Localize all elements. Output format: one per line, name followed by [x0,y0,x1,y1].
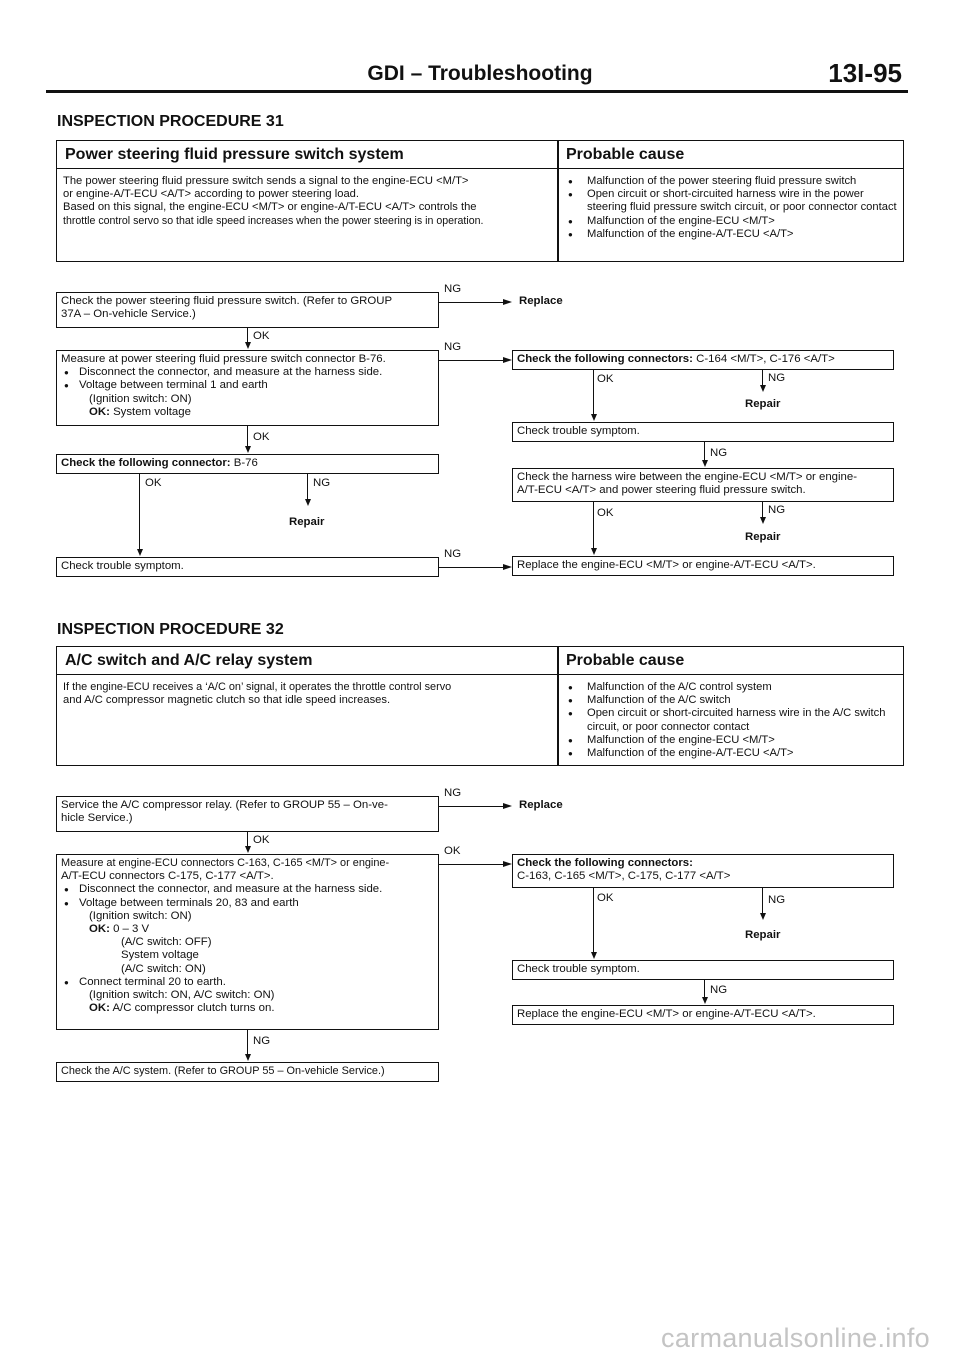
arrow-down-icon [760,913,766,920]
ok-label: OK: [89,1002,110,1015]
connector-line [704,442,705,461]
p31-r3-line: Check the harness wire between the engine-ECU <M/T> or engine- [517,471,858,483]
p32-step2-ok: OK [444,845,461,857]
p31-step3-value: B-76 [233,457,258,469]
p31-cause-item: ● Malfunction of the engine-A/T-ECU <A/T> [565,228,901,241]
p32-step1-ng: NG [444,787,462,799]
arrow-right-icon [503,803,512,809]
p31-desc-line: The power steering fluid pressure switch sends a signal to the engine-ECU <M/T> [63,175,469,187]
arrow-down-icon [591,414,597,421]
p32-desc-line: and A/C compressor magnetic clutch so that idle speed increases. [63,694,391,707]
p31-step1-box [56,292,439,328]
p31-cause-item: ● Malfunction of the engine-ECU <M/T> [565,215,901,228]
p32-r1-box [512,854,894,888]
p32-r1-ng: NG [768,894,786,906]
p31-step1-replace: Replace [519,295,563,307]
p31-r3-line: A/T-ECU <A/T> and power steering fluid pressure switch. [517,484,806,497]
p32-step2-condition: (Ignition switch: ON) [89,909,192,922]
p31-step1-line: Check the power steering fluid pressure switch. (Refer to GROUP [61,295,393,307]
arrow-right-icon [503,357,512,363]
p31-step2-box [56,350,439,426]
p32-r1-ok: OK [597,892,614,904]
p31-cause-title: Probable cause [558,141,903,169]
p31-desc-line: or engine-A/T-ECU <A/T> according to power steering load. [63,188,359,201]
connector-line [762,502,763,518]
connector-line [247,426,248,447]
p31-step1-ok: OK [253,330,270,342]
p32-r1-label: Check the following connectors: [517,857,693,869]
p31-step2-item: ● Voltage between terminal 1 and earth [61,379,434,392]
connector-line [439,806,505,807]
p32-step2-ok-condition: (A/C switch: ON) [121,962,206,975]
p32-step2-items-a [61,883,434,909]
connector-line [704,980,705,998]
p31-r1-value: C-164 <M/T>, C-176 <A/T> [696,353,835,365]
p32-cause-item: ● Malfunction of the engine-A/T-ECU <A/T> [565,747,901,760]
p32-step2-ng: NG [253,1035,271,1047]
p31-step2-ok-value: System voltage [113,405,191,418]
p31-step3-ng: NG [313,477,331,489]
p31-r2-box: Check trouble symptom. [512,422,894,442]
page-header-title: GDI – Troubleshooting [367,62,593,85]
p31-step2-items [61,366,434,392]
connector-line [593,888,594,953]
connector-line [593,370,594,415]
p32-step1-line: Service the A/C compressor relay. (Refer to GROUP 55 – On-ve- [61,799,388,811]
p32-description [63,681,553,707]
connector-line [439,864,505,865]
connector-line [439,302,505,303]
p32-step2-item: ● Disconnect the connector, and measure at the harness side. [61,883,434,896]
p32-step1-line: hicle Service.) [61,812,133,825]
p31-step2-ng: NG [444,341,462,353]
p32-step3-box [56,1062,439,1082]
p31-r1-ng: NG [768,372,786,384]
p32-r1-repair: Repair [745,929,781,941]
p32-step1-replace: Replace [519,799,563,811]
p31-r3-repair: Repair [745,531,781,543]
p31-desc-line: throttle control servo so that idle speed increases when the power steering is in operation. [63,214,484,227]
header-rule [46,90,908,93]
p31-cause-item: ● Malfunction of the power steering fluid pressure switch [565,175,901,188]
p31-step4-box: Check trouble symptom. [56,557,439,577]
p31-table-divider [557,141,559,261]
arrow-right-icon [503,299,512,305]
p32-step2-ok-condition: (A/C switch: OFF) [121,936,212,949]
page-number: 13I-95 [828,58,902,88]
p32-desc-line: If the engine-ECU receives a ‘A/C on’ signal, it operates the throttle control servo [63,681,452,693]
p31-system-title: Power steering fluid pressure switch system [57,141,557,169]
connector-line [247,832,248,847]
p31-step2-title: Measure at power steering fluid pressure switch connector B-76. [61,353,386,365]
arrow-down-icon [245,1054,251,1061]
p32-step1-ok: OK [253,834,270,846]
p31-r1-label: Check the following connectors: [517,353,693,365]
p32-r3-box: Replace the engine-ECU <M/T> or engine-A/T-ECU <A/T>. [512,1005,894,1025]
arrow-down-icon [591,548,597,555]
p32-step2-line: A/T-ECU connectors C-175, C-177 <A/T>. [61,870,274,883]
p32-step2-ok-value: A/C compressor clutch turns on. [112,1002,275,1015]
p32-cause-item: ● Malfunction of the A/C control system [565,681,901,694]
p31-r4-box: Replace the engine-ECU <M/T> or engine-A/T-ECU <A/T>. [512,556,894,576]
procedure-31-table [56,140,904,262]
p32-step3-text: Check the A/C system. (Refer to GROUP 55 – On-vehicle Service.) [61,1065,385,1077]
arrow-down-icon [245,846,251,853]
p31-step3-repair: Repair [289,516,325,528]
p32-step2-item: ● Connect terminal 20 to earth. [61,976,434,989]
p31-step1-ng: NG [444,283,462,295]
procedure-32-table [56,646,904,766]
p31-cause-list [565,175,901,241]
p31-step3-label: Check the following connector: [61,457,231,469]
p32-step2-box [56,854,439,1030]
p32-cause-title: Probable cause [558,647,903,675]
p32-cause-item: ● Malfunction of the engine-ECU <M/T> [565,734,901,747]
p32-step2-condition: (Ignition switch: ON, A/C switch: ON) [89,989,275,1002]
p32-table-divider [557,647,559,765]
p31-step2-item: ● Disconnect the connector, and measure at the harness side. [61,366,434,379]
p32-step2-ok-value: 0 – 3 V [113,923,150,936]
p31-step4-ng: NG [444,548,462,560]
connector-line [593,502,594,549]
p31-step1-line: 37A – On-vehicle Service.) [61,308,196,321]
p32-step1-box [56,796,439,832]
arrow-down-icon [591,952,597,959]
p32-system-title: A/C switch and A/C relay system [57,647,557,675]
p31-r1-box [512,350,894,370]
ok-label: OK: [89,405,110,418]
p32-cause-item: ● Malfunction of the A/C switch [565,694,901,707]
p31-step2-condition: (Ignition switch: ON) [89,392,192,405]
arrow-down-icon [137,549,143,556]
p31-r3-ok: OK [597,507,614,519]
procedure-32-title: INSPECTION PROCEDURE 32 [57,621,284,638]
p32-step2-item: ● Voltage between terminals 20, 83 and earth [61,897,434,910]
connector-line [307,474,308,500]
arrow-down-icon [245,446,251,453]
p31-cause-item: ● Open circuit or short-circuited harness wire in the power steering fluid pressure switch circuit, or poor connector contact [565,188,901,214]
p31-r1-repair: Repair [745,398,781,410]
arrow-down-icon [760,385,766,392]
connector-line [439,567,505,568]
connector-line [762,370,763,386]
arrow-down-icon [702,997,708,1004]
arrow-right-icon [503,861,512,867]
p31-r1-ok: OK [597,373,614,385]
connector-line [762,888,763,914]
p31-step2-ok: OK [253,431,270,443]
connector-line [247,1030,248,1055]
p31-desc-line: Based on this signal, the engine-ECU <M/T> or engine-A/T-ECU <A/T> controls the [63,201,477,214]
connector-line [139,474,140,550]
p32-r1-value: C-163, C-165 <M/T>, C-175, C-177 <A/T> [517,870,731,883]
procedure-31-title: INSPECTION PROCEDURE 31 [57,113,284,130]
p31-r3-ng: NG [768,504,786,516]
p31-step3-box [56,454,439,474]
connector-line [247,328,248,343]
arrow-right-icon [503,564,512,570]
p31-r2-ng: NG [710,447,728,459]
p32-step2-ok-value: System voltage [121,949,199,962]
connector-line [439,360,505,361]
p32-r2-box: Check trouble symptom. [512,960,894,980]
p31-description [63,175,551,228]
arrow-down-icon [305,499,311,506]
p32-step2-line: Measure at engine-ECU connectors C-163, C-165 <M/T> or engine- [61,857,390,869]
p31-step3-ok: OK [145,477,162,489]
arrow-down-icon [245,342,251,349]
p32-cause-item: ● Open circuit or short-circuited harness wire in the A/C switch circuit, or poor connector contact [565,707,901,733]
watermark: carmanualsonline.info [661,1323,930,1353]
ok-label: OK: [89,923,110,936]
p32-step2-items-b [61,976,434,989]
p32-cause-list [565,681,901,760]
arrow-down-icon [702,460,708,467]
p32-r2-ng: NG [710,984,728,996]
p31-r3-box [512,468,894,502]
arrow-down-icon [760,517,766,524]
